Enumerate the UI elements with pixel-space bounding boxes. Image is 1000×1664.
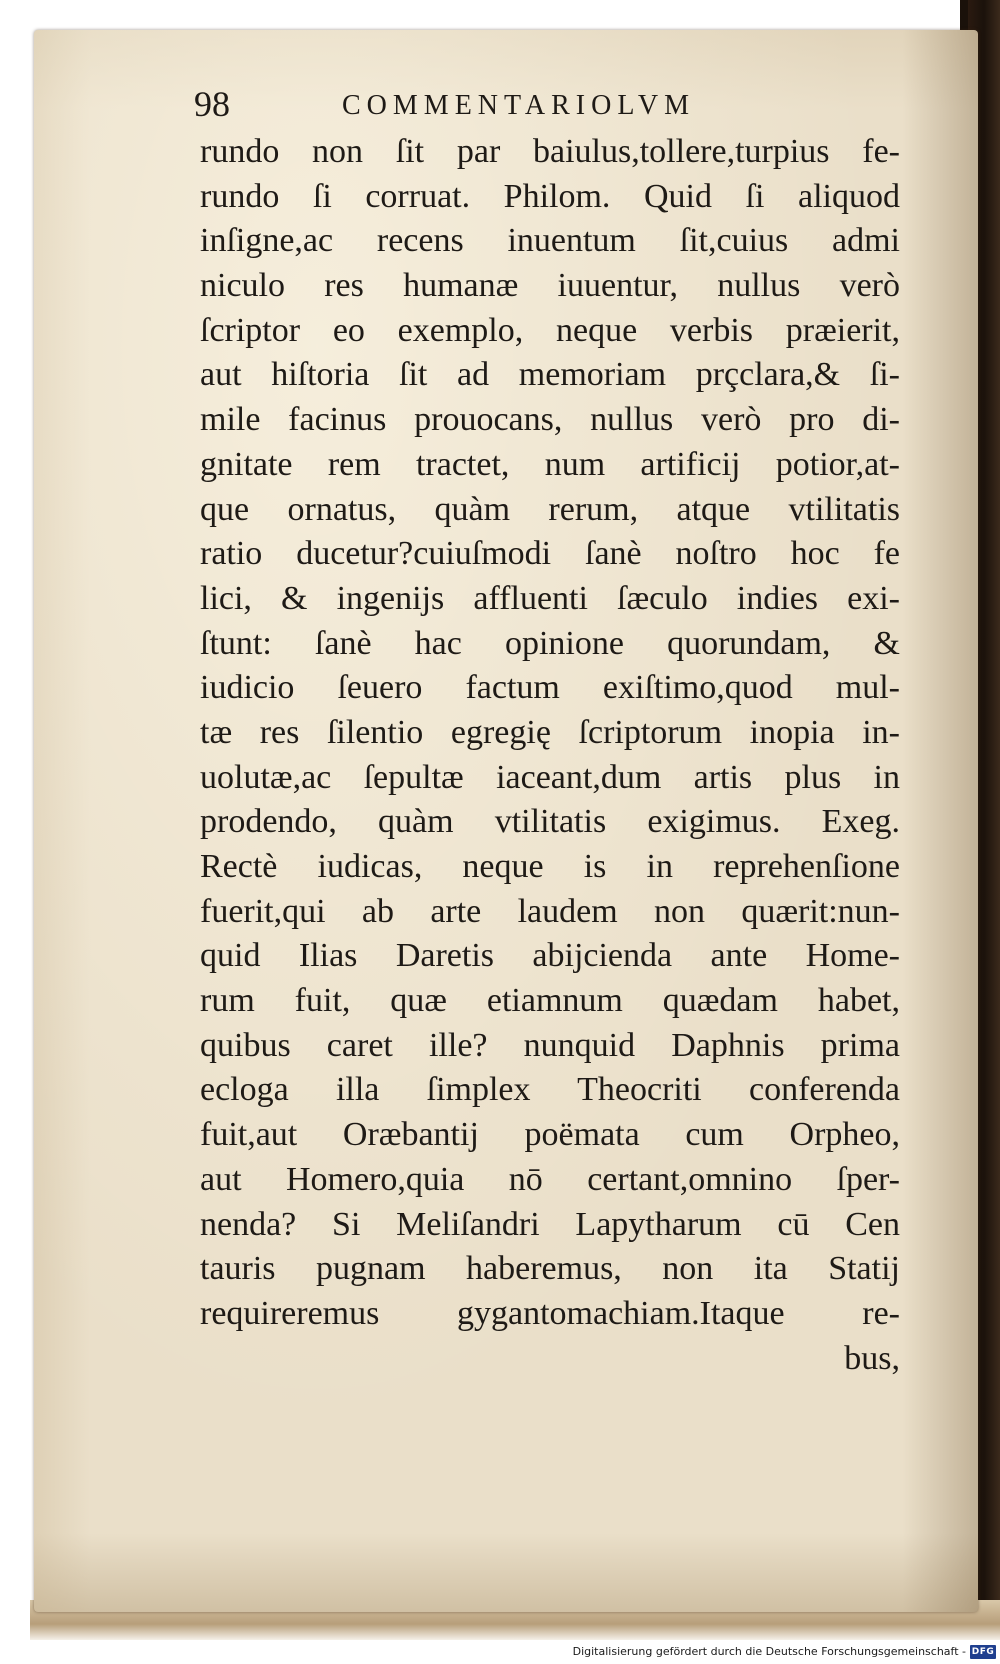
page-number: 98 bbox=[194, 84, 230, 124]
text-line: mile facinus prouocans, nullus verò pro di- bbox=[200, 401, 900, 439]
text-line: ratio ducetur?cuiuſmodi ſanè noſtro hoc fe bbox=[200, 535, 900, 573]
text-line: ſtunt: ſanè hac opinione quorundam, & bbox=[200, 624, 900, 662]
body-text bbox=[200, 130, 900, 1381]
text-line: rum fuit, quæ etiamnum quædam habet, bbox=[200, 982, 900, 1020]
running-title: COMMENTARIOLVM bbox=[342, 90, 695, 121]
text-line: tauris pugnam haberemus, non ita Statij bbox=[200, 1250, 900, 1288]
text-line: fuit,aut Oræbantij poëmata cum Orpheo, bbox=[200, 1116, 900, 1154]
text-line: ſcriptor eo exemplo, neque verbis præierit, bbox=[200, 311, 900, 349]
text-line: niculo res humanæ iuuentur, nullus verò bbox=[200, 267, 900, 305]
page-header bbox=[194, 82, 814, 132]
text-line: aut Homero,quia nō certant,omnino ſper- bbox=[200, 1160, 900, 1198]
text-line: que ornatus, quàm rerum, atque vtilitatis bbox=[200, 490, 900, 528]
text-line: gnitate rem tractet, num artificij potior,at- bbox=[200, 445, 900, 483]
dfg-logo: DFG bbox=[971, 1647, 995, 1657]
text-line: prodendo, quàm vtilitatis exigimus. Exeg. bbox=[200, 803, 900, 841]
text-line: Rectè iudicas, neque is in reprehenſione bbox=[200, 848, 900, 885]
text-line: lici, & ingenijs affluenti ſæculo indies exi- bbox=[200, 579, 900, 617]
text-line: quid Ilias Daretis abijcienda ante Home- bbox=[200, 937, 900, 975]
text-line: aut hiſtoria ſit ad memoriam prçclara,& ſi- bbox=[200, 356, 900, 394]
text-line: inſigne,ac recens inuentum ſit,cuius admi bbox=[200, 222, 900, 260]
text-line: fuerit,qui ab arte laudem non quærit:nun- bbox=[200, 892, 900, 930]
text-line: ecloga illa ſimplex Theocriti conferenda bbox=[200, 1071, 900, 1109]
text-line: rundo non ſit par baiulus,tollere,turpius fe- bbox=[200, 133, 900, 170]
text-line: rundo ſi corruat. Philom. Quid ſi aliquod bbox=[200, 177, 900, 215]
text-line: uolutæ,ac ſepultæ iaceant,dum artis plus in bbox=[200, 758, 900, 796]
text-line: requireremus gygantomachiam.Itaque re- bbox=[200, 1294, 900, 1332]
text-line: tæ res ſilentio egregię ſcriptorum inopia in- bbox=[200, 713, 900, 751]
digitization-credit: Digitalisierung gefördert durch die Deutsche Forschungsgemeinschaft - bbox=[572, 1645, 966, 1658]
text-line: nenda? Si Meliſandri Lapytharum cū Cen bbox=[200, 1205, 900, 1243]
text-line: iudicio ſeuero factum exiſtimo,quod mul- bbox=[200, 669, 900, 707]
text-line: quibus caret ille? nunquid Daphnis prima bbox=[200, 1026, 900, 1064]
catchword: bus, bbox=[844, 1339, 900, 1377]
